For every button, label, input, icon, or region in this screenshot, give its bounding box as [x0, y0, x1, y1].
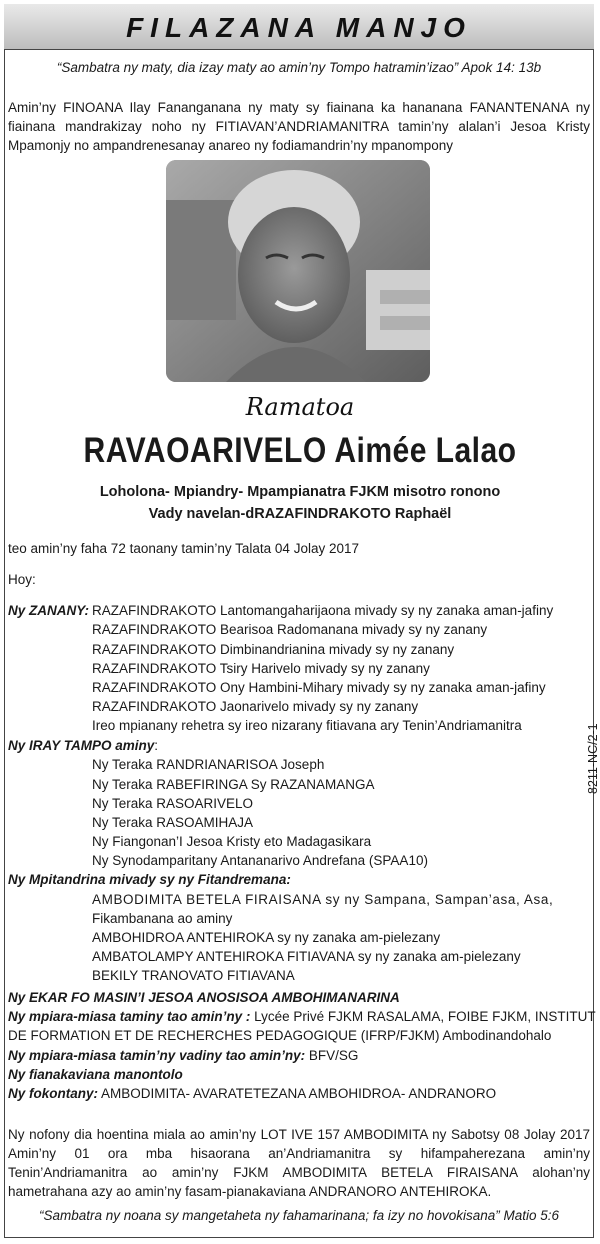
iray-tampo-item: Ny Teraka RABEFIRINGA Sy RAZANAMANGA [92, 777, 375, 792]
iray-tampo-heading [8, 736, 158, 755]
iray-tampo-item: Ny Synodamparitany Antananarivo Andrefana (SPAA10) [92, 853, 428, 868]
hoy-label: Hoy: [8, 572, 36, 587]
mpiara-miasa-2-label: Ny mpiara-miasa tamin’ny vadiny tao amin’ny: [8, 1048, 306, 1063]
mpitandrina-label: Ny Mpitandrina mivady sy ny Fitandremana: [8, 872, 291, 887]
mpiara-miasa-1-text: Lycée Privé FJKM RASALAMA, FOIBE FJKM, INSTITUT [254, 1009, 596, 1024]
verse-bottom: “Sambatra ny noana sy mangetaheta ny fahamarinana; fa izy no hovokisana” Matio 5:6 [38, 1208, 560, 1223]
header-title: FILAZANA MANJO [126, 12, 472, 43]
verse-top: “Sambatra ny maty, dia izay maty ao amin’ny Tompo hatramin’izao” Apok 14: 13b [56, 60, 542, 75]
iray-tampo-colon: : [154, 738, 159, 753]
zanany-label: Ny ZANANY: [8, 603, 90, 618]
fokontany-label: Ny fokontany: [8, 1086, 99, 1101]
funeral-paragraph: Ny nofony dia hoentina miala ao amin’ny LOT IVE 157 AMBODIMITA ny Sabotsy 08 Jolay 2017 Amin’ny 01 ora mba hisaorana an’Andriamanitra sy hifampaherezana amin’ny Tenin’Andriamanitra ao amin’ny FJKM AMBODIMITA BETELA FIRAISANA alohan’ny hametrahana azy ao amin’ny fasam-pianakaviana ANDRANORO ANTEHIROKA. [8, 1127, 590, 1199]
mpitandrina-line: AMBODIMITA BETELA FIRAISANA sy ny Sampana, Sampan’asa, Asa, [92, 892, 554, 907]
mpiara-miasa-1-label: Ny mpiara-miasa taminy tao amin’ny : [8, 1009, 251, 1024]
fokontany [8, 1084, 496, 1103]
fokontany-text: AMBODIMITA- AVARATETEZANA AMBOHIDROA- ANDRANORO [101, 1086, 497, 1101]
portrait-photo-icon [166, 160, 430, 382]
side-code: 8211-NC/2-1 [586, 723, 600, 794]
zanany-item: RAZAFINDRAKOTO Lantomangaharijaona mivady sy ny zanaka aman-jafiny [92, 603, 554, 618]
zanany-item: RAZAFINDRAKOTO Bearisoa Radomanana mivady sy ny zanany [92, 622, 488, 637]
mpiara-miasa-1-cont: DE FORMATION ET DE RECHERCHES PEDAGOGIQUE (IFRP/FJKM) Ambodinandohalo [8, 1028, 552, 1043]
mpiara-miasa-1 [8, 1007, 596, 1026]
iray-tampo-item: Ny Fiangonan’I Jesoa Kristy eto Madagasikara [92, 834, 372, 849]
subtitle-role: Loholona- Mpiandry- Mpampianatra FJKM misotro ronono [99, 484, 501, 500]
zanany-item: RAZAFINDRAKOTO Tsiry Harivelo mivady sy ny zanany [92, 661, 430, 676]
zanany-item: RAZAFINDRAKOTO Ony Hambini-Mihary mivady sy ny zanaka aman-jafiny [92, 680, 546, 695]
mpitandrina-item: BEKILY TRANOVATO FITIAVANA [92, 968, 295, 983]
mpitandrina-line: Fikambanana ao aminy [92, 911, 233, 926]
death-info: teo amin’ny faha 72 taonany tamin’ny Talata 04 Jolay 2017 [8, 541, 359, 556]
fianakaviana-line: Ny fianakaviana manontolo [8, 1067, 183, 1082]
zanany-item: Ireo mpianany rehetra sy ireo nizarany fitiavana ary Tenin’Andriamanitra [92, 718, 522, 733]
iray-tampo-item: Ny Teraka RASOARIVELO [92, 796, 254, 811]
intro-paragraph: Amin’ny FINOANA Ilay Fananganana ny maty sy fiainana ka hananana FANANTENANA ny fiainana mandrakizay noho ny FITIAVAN’ANDRIAMANITRA tamin’ny alalan’i Jesoa Kristy Mpamonjy no ampandrenesanay anareo ny fodiamandrin’ny mpanompony [8, 100, 590, 153]
zanany-item: RAZAFINDRAKOTO Dimbinandrianina mivady sy ny zanany [92, 642, 455, 657]
mpitandrina-item: AMBATOLAMPY ANTEHIROKA FITIAVANA sy ny zanaka am-pielezany [92, 949, 521, 964]
iray-tampo-item: Ny Teraka RANDRIANARISOA Joseph [92, 757, 325, 772]
title-word: Ramatoa [245, 393, 355, 421]
mpitandrina-item: AMBOHIDROA ANTEHIROKA sy ny zanaka am-pielezany [92, 930, 441, 945]
iray-tampo-item: Ny Teraka RASOAMIHAJA [92, 815, 254, 830]
deceased-name: RAVAOARIVELO Aimée Lalao [83, 431, 517, 470]
zanany-item: RAZAFINDRAKOTO Jaonarivelo mivady sy ny zanany [92, 699, 419, 714]
subtitle-spouse: Vady navelan-dRAZAFINDRAKOTO Raphaël [148, 506, 452, 522]
iray-tampo-label: Ny IRAY TAMPO aminy [8, 738, 155, 753]
mpiara-miasa-2 [8, 1046, 358, 1065]
ekar-line: Ny EKAR FO MASIN’I JESOA ANOSISOA AMBOHIMANARINA [8, 990, 400, 1005]
portrait-photo [166, 160, 430, 382]
mpiara-miasa-2-text: BFV/SG [308, 1048, 359, 1063]
header-banner [4, 4, 594, 50]
